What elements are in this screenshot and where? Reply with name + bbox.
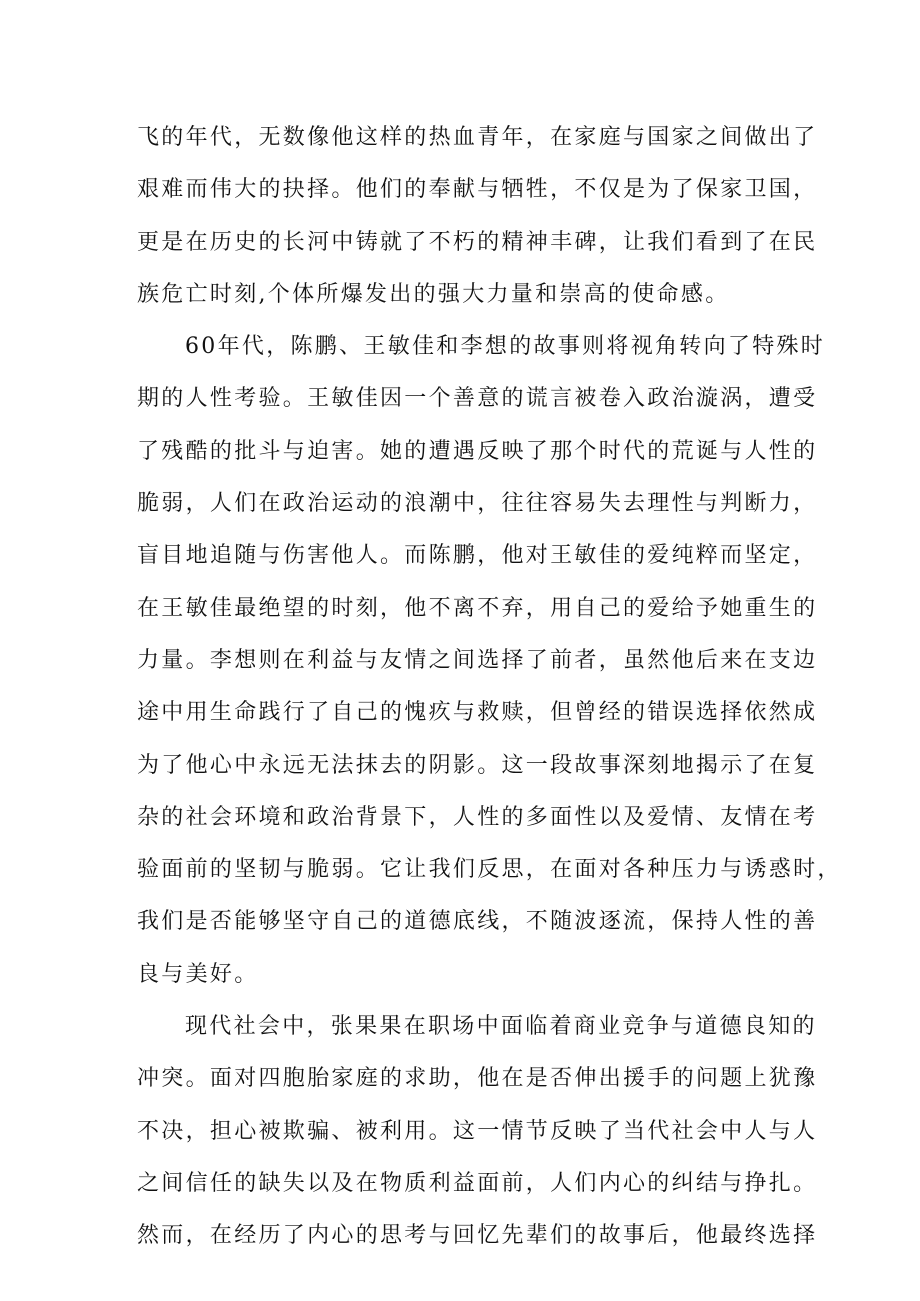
- text-line: 飞的年代，无数像他这样的热血青年，在家庭与国家之间做出了: [137, 125, 818, 150]
- text-line: 现代社会中，张果果在职场中面临着商业竞争与道德良知的: [185, 1014, 817, 1040]
- text-line: 脆弱，人们在政治运动的浪潮中，往往容易失去理性与判断力，: [137, 491, 818, 517]
- text-line: 艰难而伟大的抉择。他们的奉献与牺牲，不仅是为了保家卫国，: [137, 177, 818, 203]
- text-line: 盲目地追随与伤害他人。而陈鹏，他对王敏佳的爱纯粹而坚定，: [137, 543, 818, 569]
- text-line: 不决，担心被欺骗、被利用。这一情节反映了当代社会中人与人: [137, 1118, 818, 1144]
- text-line: 然而，在经历了内心的思考与回忆先辈们的故事后，他最终选择: [137, 1223, 818, 1249]
- document-body: [137, 112, 842, 1263]
- text-line: 之间信任的缺失以及在物质利益面前，人们内心的纠结与挣扎。: [137, 1170, 818, 1196]
- text-line: 期的人性考验。王敏佳因一个善意的谎言被卷入政治漩涡，遭受: [137, 386, 818, 412]
- text-line: 杂的社会环境和政治背景下，人性的多面性以及爱情、友情在考: [137, 804, 818, 830]
- text-line: 验面前的坚韧与脆弱。它让我们反思，在面对各种压力与诱惑时，: [137, 857, 842, 883]
- text-line: 为了他心中永远无法抹去的阴影。这一段故事深刻地揭示了在复: [137, 752, 818, 778]
- text-line: 在王敏佳最绝望的时刻，他不离不弃，用自己的爱给予她重生的: [137, 595, 818, 621]
- text-line: 更是在历史的长河中铸就了不朽的精神丰碑，让我们看到了在民: [137, 229, 818, 255]
- text-line: 60年代，陈鹏、王敏佳和李想的故事则将视角转向了特殊时: [185, 334, 826, 360]
- text-line: 力量。李想则在利益与友情之间选择了前者，虽然他后来在支边: [137, 647, 818, 673]
- paragraph: [137, 1001, 818, 1262]
- text-line: 族危亡时刻,个体所爆发出的强大力量和崇高的使命感。: [137, 281, 730, 307]
- text-line: 途中用生命践行了自己的愧疚与救赎，但曾经的错误选择依然成: [137, 700, 818, 726]
- paragraph: [137, 112, 818, 321]
- text-line: 冲突。面对四胞胎家庭的求助，他在是否伸出援手的问题上犹豫: [137, 1066, 818, 1092]
- text-line: 良与美好。: [137, 961, 259, 987]
- paragraph: [137, 321, 842, 1001]
- text-line: 我们是否能够坚守自己的道德底线，不随波逐流，保持人性的善: [137, 909, 818, 935]
- text-line: 了残酷的批斗与迫害。她的遭遇反映了那个时代的荒诞与人性的: [137, 438, 818, 464]
